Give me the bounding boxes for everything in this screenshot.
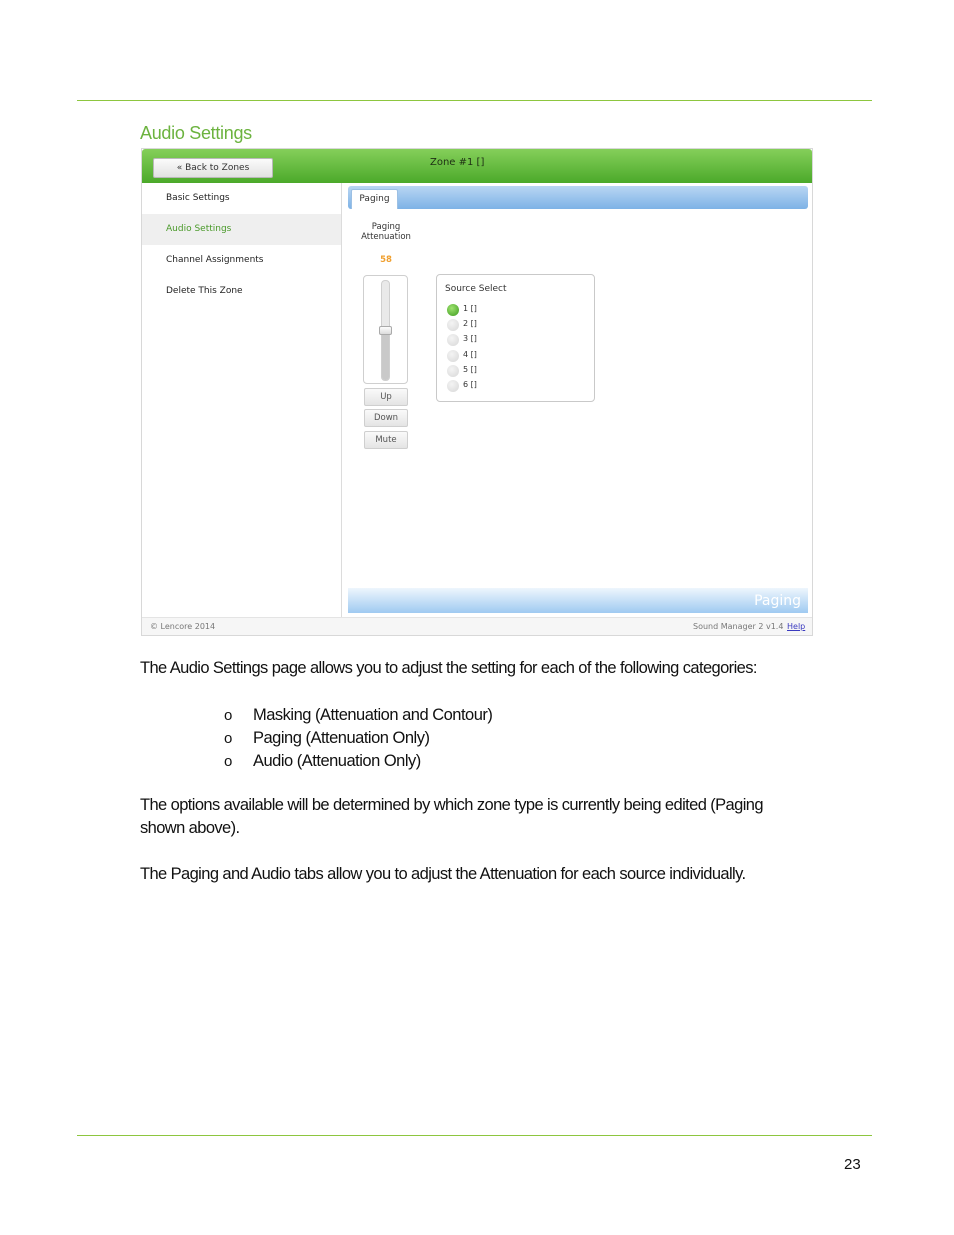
radio-button-icon[interactable]	[447, 334, 459, 346]
radio-button-icon[interactable]	[447, 365, 459, 377]
up-button[interactable]: Up	[364, 388, 408, 406]
down-button[interactable]: Down	[364, 409, 408, 427]
sidebar-item-basic-settings[interactable]: Basic Settings	[166, 193, 230, 203]
source-option-label: 2 []	[463, 319, 477, 328]
bullet-marker: o	[224, 753, 232, 770]
list-item-text: Masking (Attenuation and Contour)	[253, 706, 493, 724]
back-to-zones-button[interactable]: « Back to Zones	[153, 158, 273, 178]
radio-button-icon[interactable]	[447, 304, 459, 316]
source-select-panel	[436, 274, 595, 402]
list-item-text: Paging (Attenuation Only)	[253, 729, 430, 747]
tab-bar	[348, 186, 808, 209]
source-option-label: 1 []	[463, 304, 477, 313]
tab-paging[interactable]: Paging	[351, 189, 398, 209]
page-number: 23	[844, 1156, 861, 1173]
app-screenshot	[141, 148, 813, 636]
radio-button-icon[interactable]	[447, 380, 459, 392]
list-item-text: Audio (Attenuation Only)	[253, 752, 421, 770]
source-option-label: 4 []	[463, 350, 477, 359]
source-option-label: 3 []	[463, 334, 477, 343]
attenuation-label: Paging Attenuation	[361, 222, 411, 242]
app-header	[142, 149, 812, 183]
tabs-paragraph: The Paging and Audio tabs allow you to adjust the Attenuation for each source individually.	[140, 865, 746, 883]
attenuation-value: 58	[380, 255, 392, 265]
content-footer-label: Paging	[754, 593, 801, 609]
app-footer	[142, 617, 812, 635]
source-select-title: Source Select	[445, 284, 507, 294]
attenuation-slider-handle[interactable]	[379, 326, 392, 335]
top-divider	[77, 100, 872, 101]
radio-button-icon[interactable]	[447, 350, 459, 362]
content-footer-bar	[348, 588, 808, 613]
attenuation-slider-fill	[382, 331, 389, 381]
attenuation-slider-container	[363, 275, 408, 384]
radio-button-icon[interactable]	[447, 319, 459, 331]
bullet-marker: o	[224, 730, 232, 747]
list-item	[224, 727, 492, 750]
sidebar-item-audio-settings[interactable]: Audio Settings	[142, 214, 341, 245]
zone-title: Zone #1 []	[430, 157, 485, 168]
source-option-label: 5 []	[463, 365, 477, 374]
category-list	[224, 704, 492, 773]
list-item	[224, 704, 492, 727]
intro-paragraph: The Audio Settings page allows you to adjust the setting for each of the following categories:	[140, 659, 757, 677]
bottom-divider	[77, 1135, 872, 1136]
copyright-text: © Lencore 2014	[150, 622, 216, 631]
bullet-marker: o	[224, 707, 232, 724]
mute-button[interactable]: Mute	[364, 431, 408, 449]
sidebar-item-channel-assignments[interactable]: Channel Assignments	[166, 255, 264, 265]
version-text: Sound Manager 2 v1.4	[693, 622, 784, 631]
list-item	[224, 750, 492, 773]
help-link[interactable]: Help	[787, 622, 806, 631]
sidebar-item-delete-zone[interactable]: Delete This Zone	[166, 286, 243, 296]
sidebar	[142, 183, 342, 617]
options-paragraph: The options available will be determined by which zone type is currently being edited (Paging shown above).	[140, 796, 763, 837]
source-option-label: 6 []	[463, 380, 477, 389]
content-panel	[343, 183, 812, 617]
section-heading: Audio Settings	[140, 123, 252, 143]
